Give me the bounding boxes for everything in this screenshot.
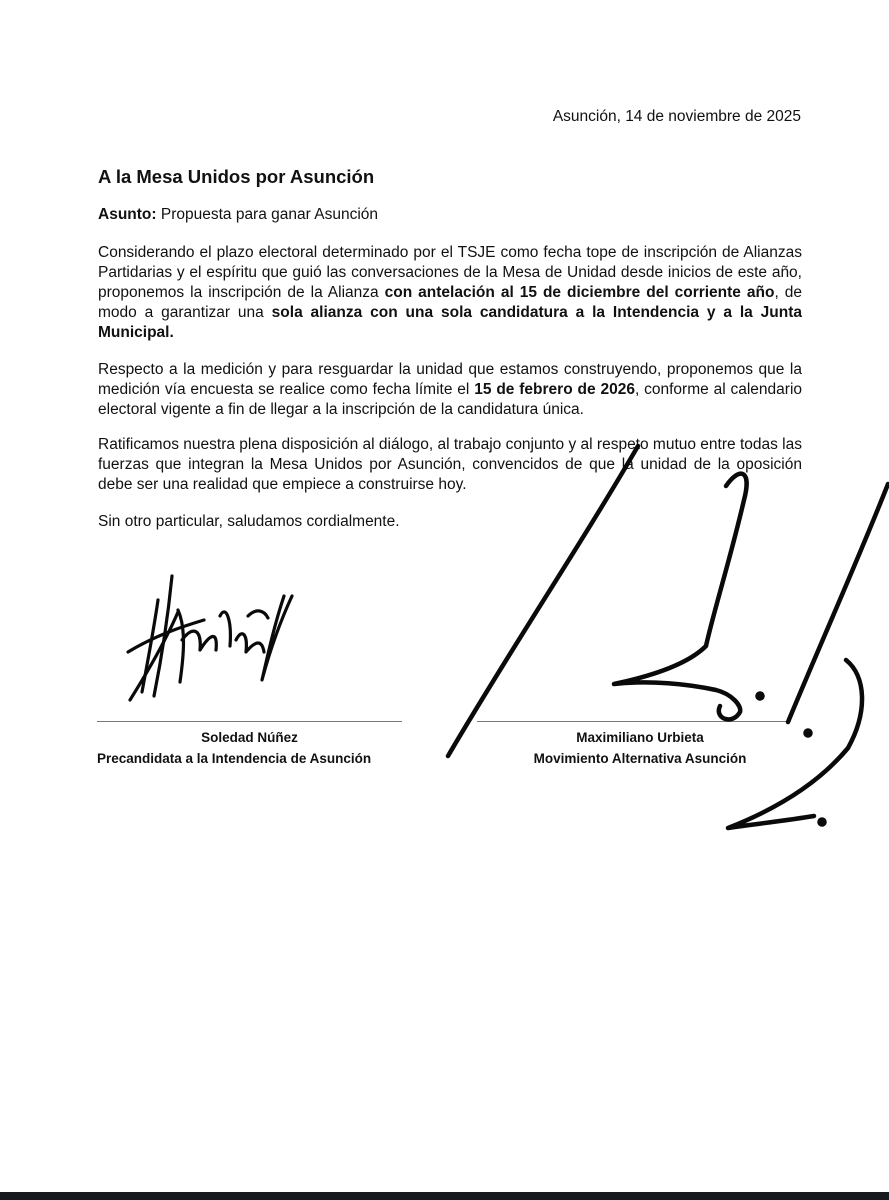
signature-left-graphic [128, 576, 292, 700]
paragraph-survey-measurement [98, 360, 802, 420]
signature-line-right [477, 721, 789, 722]
p2-text-a: Respecto a la medición y para resguardar la unidad que estamos construyendo, proponemos que la medición vía encuesta se realice como fecha límite el [98, 361, 802, 398]
signatory-1-name: Soledad Núñez [201, 730, 298, 745]
p2-bold-date: 15 de febrero de 2026 [474, 381, 635, 398]
subject-label: Asunto: [98, 206, 157, 223]
p1-text-c: , de modo a garantizar una [98, 284, 802, 321]
signatory-2-name: Maximiliano Urbieta [576, 730, 704, 745]
p1-bold-single-alliance: sola alianza con una sola candidatura a la Intendencia y a la Junta Municipal. [98, 304, 803, 341]
paragraph-alliance-proposal [98, 243, 802, 343]
bottom-bar [0, 1192, 889, 1200]
signatory-2-title: Movimiento Alternativa Asunción [533, 751, 747, 766]
p1-bold-deadline: con antelación al 15 de diciembre del corriente año [384, 284, 775, 301]
p1-text-a: Considerando el plazo electoral determinado por el TSJE como fecha tope de inscripción de Alianzas Partidarias y el espíritu que guió las conversaciones de la Mesa de Unidad desde inicios de este año, proponemos la inscripción de la Alianza [98, 244, 802, 301]
recipient-heading: A la Mesa Unidos por Asunción [98, 166, 375, 187]
p2-text-c: , conforme al calendario electoral vigente a fin de llegar a la inscripción de la candidatura única. [98, 381, 803, 418]
signature-right-graphic [448, 446, 888, 828]
signatory-1-title: Precandidata a la Intendencia de Asunción [97, 751, 372, 766]
letter-date: Asunción, 14 de noviembre de 2025 [552, 108, 801, 125]
subject-line [98, 206, 378, 224]
paragraph-dialogue: Ratificamos nuestra plena disposición al diálogo, al trabajo conjunto y al respeto mutuo entre todas las fuerzas que integran la Mesa Unidos por Asunción, convencidos de que la unidad de la oposición debe ser una realidad que empiece a construirse hoy. [98, 436, 802, 493]
closing-line: Sin otro particular, saludamos cordialmente. [98, 513, 400, 530]
subject-text: Propuesta para ganar Asunción [156, 206, 379, 223]
signature-line-left [97, 721, 402, 722]
